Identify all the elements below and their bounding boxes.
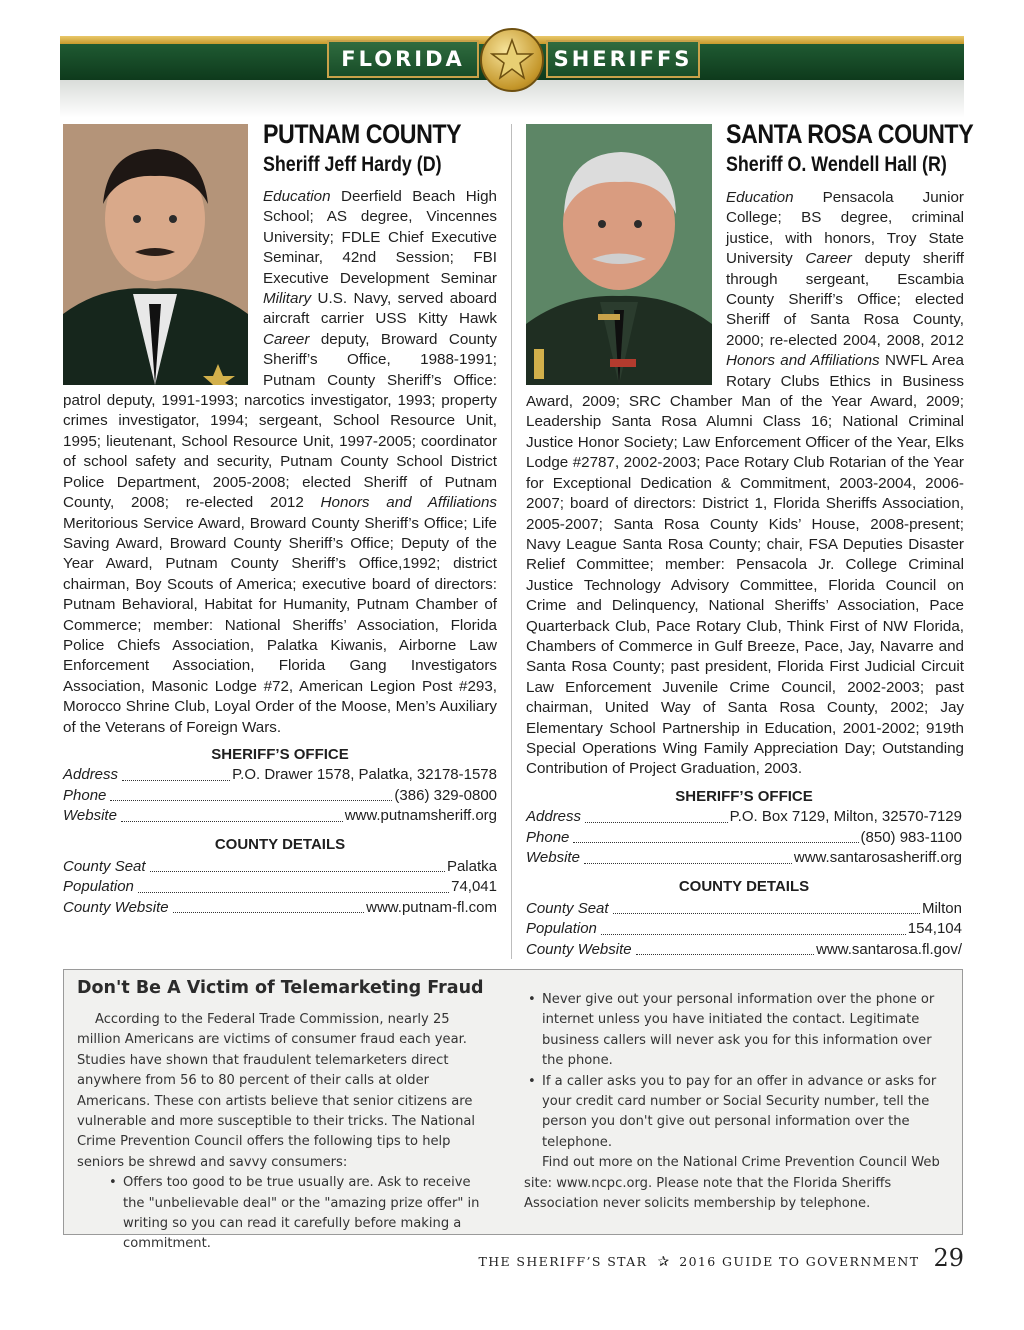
- banner-title-right: SHERIFFS: [546, 40, 700, 78]
- website-row[interactable]: Website www.putnamsheriff.org: [63, 807, 497, 825]
- column-divider: [511, 124, 512, 959]
- photo-float-spacer: [526, 188, 726, 389]
- publication-name: THE SHERIFF’S STAR: [478, 1254, 648, 1269]
- office-putnam: [63, 745, 497, 918]
- office-heading: SHERIFF’S OFFICE: [211, 746, 349, 763]
- footer-star-icon: ✰: [657, 1253, 670, 1269]
- fraud-intro: According to the Federal Trade Commission, nearly 25 million Americans are victims of consumer fraud each year. Studies have shown that fraudulent telemarketers direct anywhere from 56 to 80 percent of their calls at older Americans. These con artists believe that senior citizens are vulnerable and more susceptible to their tricks. The National Crime Prevention Council offers the following tips to help seniors be shrewd and savvy consumers:: [77, 1012, 476, 1170]
- county-seat-row: County Seat Milton: [526, 900, 962, 918]
- bio-putnam: Education Deerfield Beach High School; AS degree, Vincennes University; FDLE Chief Executive Seminar, 42nd Session; FBI Executive Development Seminar Military U.S. Navy, served aboard aircraft carrier USS Kitty Hawk Career deputy, Broward County Sheriff’s Office, 1988-1991; Putnam County Sheriff’s Office: patrol deputy, 1991-1993; narcotics investigator, 1993; property crimes investigator, 1994; sergeant, School Resource Unit, 1995; lieutenant, School Resource Unit, 1997-2005; coordinator of school safety and security, Putnam County School District Police Department, 2005-2008; elected Sheriff of Putnam County, 2008; re-elected 2012 Honors and Affiliations Meritorious Service Award, Broward County Sheriff’s Office; Life Saving Award, Broward County Sheriff’s Office; Deputy of the Year Award, Putnam County Sheriff’s Office,1992; district chairman, Boy Scouts of America; executive board of directors: Putnam Behavioral, Habitat for Humanity, Putnam Chamber of Commerce; member: National Sheriffs’ Association, Florida Police Chiefs Association, Palatka Kiwanis, Airborne Law Enforcement Association, Florida Gang Investigators Association, Masonic Lodge #72, American Legion Post #293, Morocco Shrine Club, Loyal Order of the Moose, Men’s Auxiliary of the Veterans of Foreign Wars.: [63, 188, 497, 736]
- header-banner: [60, 28, 964, 98]
- star-icon: [490, 38, 534, 82]
- phone-row: Phone (850) 983-1100: [526, 828, 962, 846]
- fraud-tip-1: • Offers too good to be true usually are. Ask to receive the "unbelievable deal" or the "amazing prize offer" in writing so you can read it carefully before making a commitment.: [105, 1173, 483, 1255]
- details-heading: COUNTY DETAILS: [678, 877, 810, 895]
- county-seat-row: County Seat Palatka: [63, 858, 497, 876]
- county-website-row[interactable]: County Website www.putnam-fl.com: [63, 898, 497, 916]
- fraud-left-column: [77, 1010, 483, 1255]
- sheriff-name-putnam: Sheriff Jeff Hardy (D): [263, 153, 442, 176]
- address-row: Address P.O. Box 7129, Milton, 32570-7129: [526, 808, 962, 826]
- sheriff-star-badge-icon: [480, 28, 544, 92]
- fraud-outro: Find out more on the National Crime Prevention Council Web site: www.ncpc.org. Please note that the Florida Sheriffs Association never solicits membership by telephone.: [524, 1155, 940, 1212]
- population-row: Population 154,104: [526, 920, 962, 938]
- bio-santa-rosa: Education Pensacola Junior College; BS degree, criminal justice, with honors, Troy State University Career deputy sheriff through sergeant, Escambia County Sheriff’s Office; elected Sheriff of Santa Rosa County, 2000; re-elected 2004, 2008, 2012 Honors and Affiliations NWFL Area Rotary Clubs Ethics in Business Award, 2009; SRC Chamber Man of the Year Award, 2009; Leadership Santa Rosa Alumni Class 16; National Criminal Justice Honor Society; Law Enforcement Officer of the Year, Elks Lodge #2787, 2002-2003; Pace Rotary Club Rotarian of the Year for Exceptional Dedication & Commitment, 2003-2004, 2006-2007; board of directors: District 1, Florida Sheriffs Association, 2005-2007; Santa Rosa County Kids’ House, 2008-present; Navy League Santa Rosa County; chair, FSA Deputies Disaster Relief Committee; member: Pensacola Jr. College Criminal Justice Technology Advisory Committee, Florida Council on Crime and Delinquency, National Sheriffs’ Association, Pace Quarterback Club, Pace Rotary Club, Think First of NW Florida, Chambers of Commerce in Gulf Breeze, Pace, Jay, Navarre and Santa Rosa County; past president, Florida First Judicial Circuit Law Enforcement Juvenile Crime Council, 2002-2003; past chairman, United Way of Santa Rosa County, 2002; Jay Elementary School Partnership in Education, 2001-2002; 919th Special Operations Wing Family Appreciation Day; Outstanding Contribution of Project Graduation, 2003.: [526, 189, 964, 778]
- website-row[interactable]: Website www.santarosasheriff.org: [526, 849, 962, 867]
- address-row: Address P.O. Drawer 1578, Palatka, 32178-1578: [63, 766, 497, 784]
- fraud-tip-2: • Never give out your personal information over the phone or internet unless you have initiated the contact. Legitimate business callers will never ask you for this information over the phone.: [524, 990, 944, 1072]
- page-number: 29: [933, 1244, 964, 1272]
- population-row: Population 74,041: [63, 878, 497, 896]
- details-heading: COUNTY DETAILS: [214, 835, 346, 853]
- guide-title: 2016 GUIDE TO GOVERNMENT: [679, 1254, 920, 1269]
- fraud-right-column: [524, 990, 944, 1214]
- county-website-row[interactable]: County Website www.santarosa.fl.gov/: [526, 940, 962, 958]
- fraud-box-title: Don't Be A Victim of Telemarketing Fraud: [77, 978, 484, 998]
- banner-title-left: FLORIDA: [327, 40, 479, 78]
- telemarketing-fraud-box: [63, 969, 963, 1252]
- office-santa-rosa: [526, 787, 962, 960]
- office-heading: SHERIFF’S OFFICE: [675, 788, 813, 805]
- sheriff-name-santa-rosa: Sheriff O. Wendell Hall (R): [726, 153, 947, 176]
- phone-row: Phone (386) 329-0800: [63, 786, 497, 804]
- photo-float-spacer: [63, 187, 263, 388]
- county-title-santa-rosa: SANTA ROSA COUNTY: [726, 119, 974, 149]
- county-title-putnam: PUTNAM COUNTY: [263, 119, 462, 149]
- fraud-tip-3: • If a caller asks you to pay for an offer in advance or asks for your credit card number or Social Security number, tell the person you don't give out personal information over the telephone.: [524, 1072, 944, 1154]
- page-footer: [478, 1244, 964, 1272]
